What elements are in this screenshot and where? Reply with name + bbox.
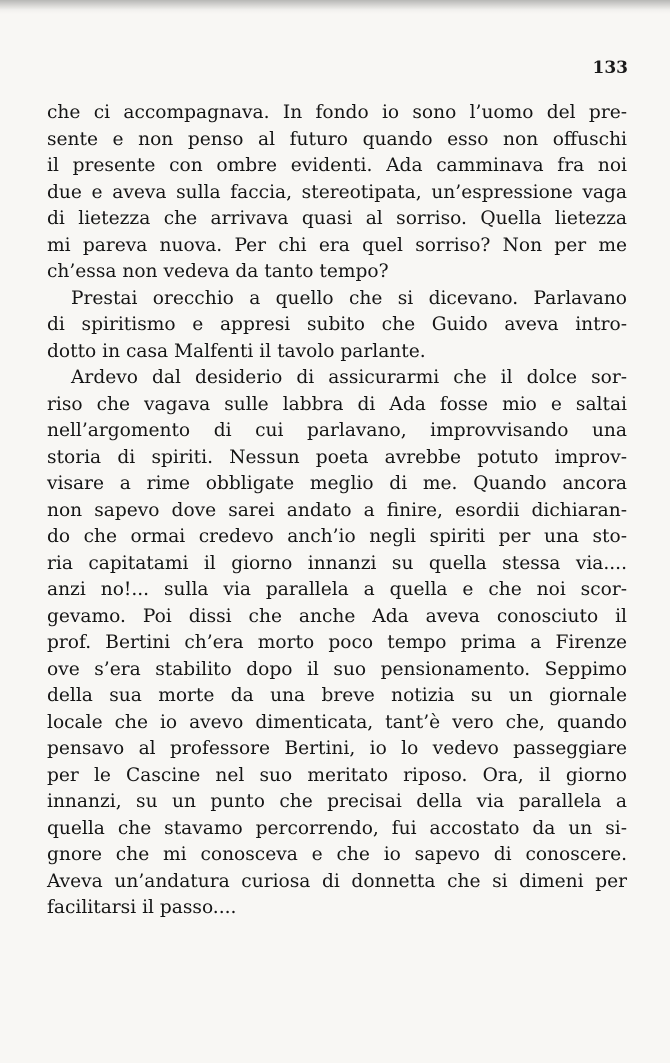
text-line: locale che io avevo dimenticata, tant’è vero che, quando <box>47 711 627 733</box>
text-line: riso che vagava sulle labbra di Ada fosse mio e saltai <box>47 393 627 415</box>
text-line: Ardevo dal desiderio di assicurarmi che il dolce sor- <box>71 367 627 388</box>
text-line: facilitarsi il passo.... <box>47 897 237 918</box>
text-line: visare a rime obbligate meglio di me. Quando ancora <box>47 473 627 494</box>
text-line: due e aveva sulla faccia, stereotipata, un’espressione vaga <box>47 181 627 203</box>
page-number: 133 <box>592 58 628 78</box>
text-line: storia di spiriti. Nessun poeta avrebbe potuto improv- <box>47 446 627 468</box>
text-line: gevamo. Poi dissi che anche Ada aveva conosciuto il <box>47 605 627 627</box>
text-line: di lietezza che arrivava quasi al sorriso. Quella lietezza <box>47 208 627 229</box>
text-line: della sua morte da una breve notizia su un giornale <box>47 685 627 706</box>
text-line: do che ormai credevo anch’io negli spiriti per una sto- <box>47 526 627 547</box>
text-line: per le Cascine nel suo meritato riposo. Ora, il giorno <box>47 764 627 786</box>
text-line: mi pareva nuova. Per chi era quel sorriso? Non per me <box>47 234 627 256</box>
text-line: Prestai orecchio a quello che si dicevano. Parlavano <box>71 287 627 309</box>
text-line: prof. Bertini ch’era morto poco tempo prima a Firenze <box>47 632 627 653</box>
text-line: innanzi, su un punto che precisai della via parallela a <box>47 791 627 812</box>
text-line: ria capitatami il giorno innanzi su quella stessa via.... <box>47 552 627 574</box>
text-line: Aveva un’andatura curiosa di donnetta che si dimeni per <box>47 870 627 892</box>
text-line: quella che stavamo percorrendo, fui accostato da un si- <box>47 817 627 839</box>
text-line: gnore che mi conosceva e che io sapevo di conoscere. <box>47 844 627 865</box>
text-line: ch’essa non vedeva da tanto tempo? <box>47 261 389 282</box>
text-line: di spiritismo e appresi subito che Guido aveva intro- <box>47 314 627 335</box>
text-line: nell’argomento di cui parlavano, improvvisando una <box>47 420 627 441</box>
text-line: ove s’era stabilito dopo il suo pensionamento. Seppimo <box>47 658 627 680</box>
text-line: che ci accompagnava. In fondo io sono l’uomo del pre- <box>47 102 627 123</box>
text-line: sente e non penso al futuro quando esso non offuschi <box>47 128 627 150</box>
scan-edge-shadow <box>0 0 670 14</box>
text-line: il presente con ombre evidenti. Ada camminava fra noi <box>47 155 627 176</box>
text-line: anzi no!... sulla via parallela a quella e che noi scor- <box>47 579 627 600</box>
text-line: non sapevo dove sarei andato a finire, esordii dichiaran- <box>47 499 627 521</box>
body-text <box>47 100 627 922</box>
text-line: pensavo al professore Bertini, io lo vedevo passeggiare <box>47 738 627 759</box>
text-line: dotto in casa Malfenti il tavolo parlante. <box>47 340 426 362</box>
